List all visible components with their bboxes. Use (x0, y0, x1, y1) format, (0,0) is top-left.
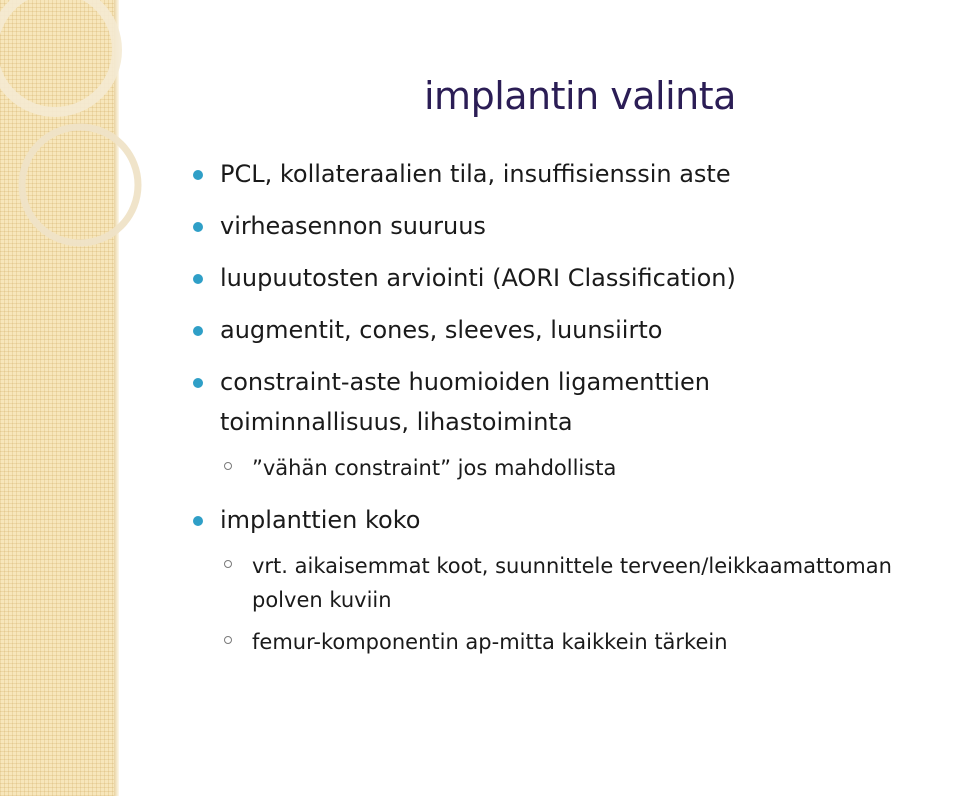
bullet-item: constraint-aste huomioiden ligamenttien (220, 368, 710, 396)
bullet-dot-icon (193, 516, 203, 526)
bullet-dot-icon (193, 326, 203, 336)
bullet-item: virheasennon suuruus (220, 212, 486, 240)
sub-bullet-ring-icon (224, 636, 232, 644)
slide-title: implantin valinta (424, 74, 736, 118)
bullet-dot-icon (193, 274, 203, 284)
bullet-item: implanttien koko (220, 506, 421, 534)
sub-bullet-item-continuation: polven kuviin (252, 588, 392, 612)
sub-bullet-ring-icon (224, 462, 232, 470)
bullet-item-continuation: toiminnallisuus, lihastoiminta (220, 408, 573, 436)
sub-bullet-ring-icon (224, 560, 232, 568)
bullet-item: augmentit, cones, sleeves, luunsiirto (220, 316, 663, 344)
bullet-dot-icon (193, 378, 203, 388)
decorative-rings (0, 0, 160, 260)
bullet-item: PCL, kollateraalien tila, insuffisienssin aste (220, 160, 731, 188)
bullet-dot-icon (193, 222, 203, 232)
sub-bullet-item: vrt. aikaisemmat koot, suunnittele terveen/leikkaamattoman (252, 554, 892, 578)
sub-bullet-item: ”vähän constraint” jos mahdollista (252, 456, 617, 480)
sub-bullet-item: femur-komponentin ap-mitta kaikkein tärkein (252, 630, 728, 654)
bullet-item: luupuutosten arviointi (AORI Classification) (220, 264, 736, 292)
bullet-dot-icon (193, 170, 203, 180)
